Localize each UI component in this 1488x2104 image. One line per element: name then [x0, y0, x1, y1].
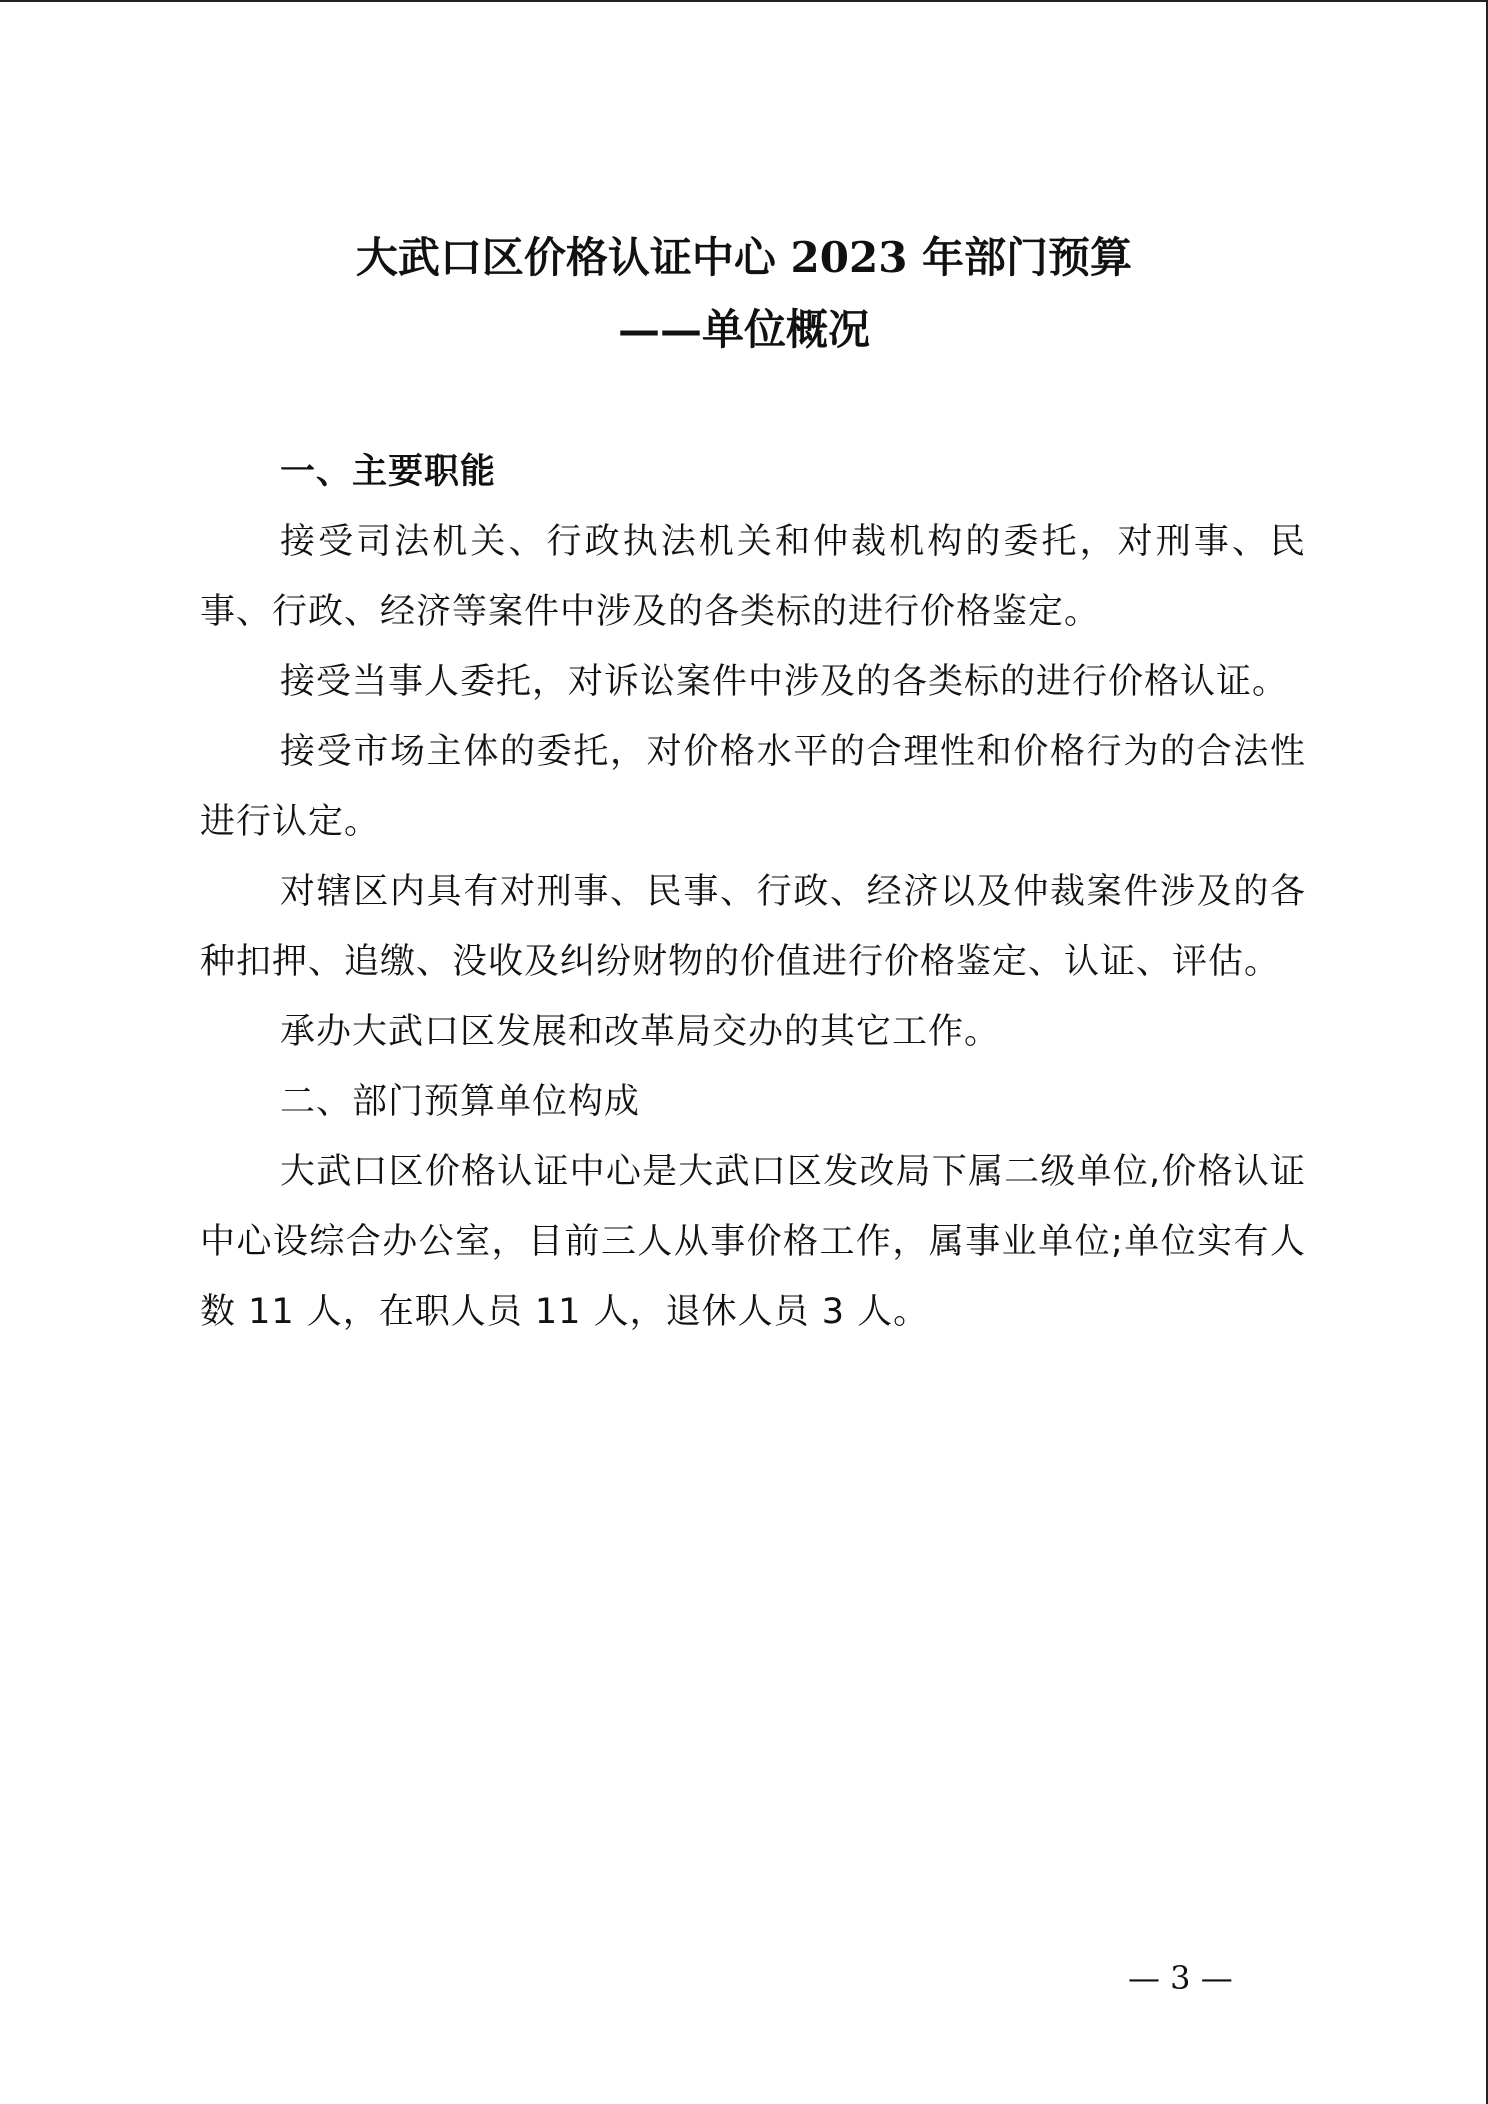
section-2-paragraph-1: 大武口区价格认证中心是大武口区发改局下属二级单位,价格认证中心设综合办公室，目前三人从事价格工作，属事业单位;单位实有人数 11 人，在职人员 11 人，退休人员 3 人。	[200, 1152, 1306, 1332]
section-1-paragraph-5: 承办大武口区发展和改革局交办的其它工作。	[280, 1012, 1001, 1052]
title-line-2: ——单位概况	[617, 305, 870, 354]
document-title	[0, 222, 1488, 366]
section-1-paragraph-2: 接受当事人委托，对诉讼案件中涉及的各类标的进行价格认证。	[280, 662, 1289, 702]
document-body	[200, 437, 1306, 1347]
section-1-paragraph-1: 接受司法机关、行政执法机关和仲裁机构的委托，对刑事、民事、行政、经济等案件中涉及的各类标的进行价格鉴定。	[200, 522, 1306, 632]
section-1-paragraph-4: 对辖区内具有对刑事、民事、行政、经济以及仲裁案件涉及的各种扣押、追缴、没收及纠纷财物的价值进行价格鉴定、认证、评估。	[200, 872, 1306, 982]
title-line-1: 大武口区价格认证中心 2023 年部门预算	[355, 233, 1133, 282]
section-2-heading: 二、部门预算单位构成	[280, 1082, 641, 1122]
page-number: — 3 —	[1128, 1959, 1233, 1997]
section-1-heading: 一、主要职能	[280, 452, 497, 492]
section-1-paragraph-3: 接受市场主体的委托，对价格水平的合理性和价格行为的合法性进行认定。	[200, 732, 1306, 842]
page-border-top	[0, 0, 1488, 2]
